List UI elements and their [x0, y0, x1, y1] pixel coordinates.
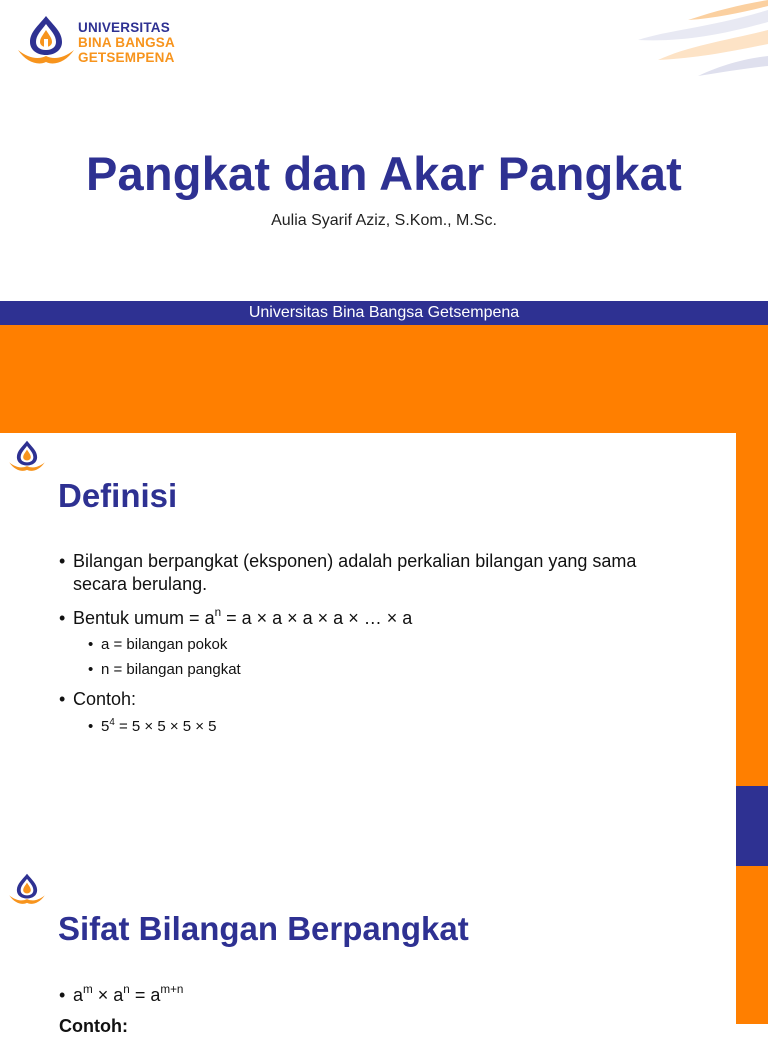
- title-slide: [0, 0, 768, 433]
- rule-n: n: [123, 983, 130, 997]
- sub-bullet-exponent-text: n = bilangan pangkat: [101, 661, 241, 678]
- bullet-example-text: Contoh:: [73, 689, 137, 709]
- side-strip-orange-bottom: [736, 866, 768, 1024]
- rule-m: m: [83, 983, 93, 997]
- logo-line-3: GETSEMPENA: [78, 50, 175, 65]
- bullet-product-rule: • $a^m \times a^n = a^{m+n}$: [59, 983, 184, 1005]
- rule-times: × a: [92, 985, 124, 1005]
- logo-wordmark: [78, 20, 175, 65]
- sub-bullet-base: • a = bilangan pokok: [88, 636, 228, 653]
- bullet-general-form: • Bentuk umum = $a^n = a \times a \times a \times a$ × … × a: [59, 606, 413, 628]
- logo-line-1: UNIVERSITAS: [78, 20, 170, 35]
- sub-bullet-base-text: a = bilangan pokok: [101, 636, 228, 653]
- university-logo-icon: [8, 870, 46, 908]
- general-form-pre: Bentuk umum = a: [73, 608, 215, 628]
- rule-mn: m+n: [160, 983, 184, 997]
- cut-off-example-label: Contoh:: [59, 1016, 128, 1036]
- logo-line-2: BINA BANGSA: [78, 35, 175, 50]
- example-pre: 5: [101, 718, 110, 735]
- side-strip-orange-top: [736, 433, 768, 786]
- definisi-heading: Definisi: [58, 477, 178, 514]
- university-logo: [16, 12, 175, 68]
- content-slides: [0, 433, 736, 1036]
- orange-band: [0, 325, 768, 433]
- university-logo-icon: [8, 437, 46, 475]
- general-form-sup: n: [214, 606, 222, 620]
- university-band: Universitas Bina Bangsa Getsempena: [0, 301, 768, 325]
- author-name: Aulia Syarif Aziz, S.Kom., M.Sc.: [271, 212, 497, 229]
- sub-bullet-exponent: • n = bilangan pangkat: [88, 661, 241, 678]
- side-strip-navy: [736, 786, 768, 866]
- example-post: = 5 × 5 × 5 × 5: [114, 718, 217, 735]
- bullet-definition: • Bilangan berpangkat (eksponen) adalah perkalian bilangan yang sama secara berulang.: [59, 551, 637, 594]
- example-sup: 4: [109, 716, 115, 728]
- bullet-example: • Contoh:: [59, 689, 137, 709]
- university-logo-icon: [16, 12, 76, 68]
- presentation-title: Pangkat dan Akar Pangkat: [86, 147, 682, 200]
- bullet-definition-line2: secara berulang.: [73, 574, 208, 594]
- general-form-post: = a × a × a × a × … × a: [221, 608, 413, 628]
- rule-a1: a: [73, 985, 84, 1005]
- rule-eq: = a: [129, 985, 161, 1005]
- dove-swoosh-icon: [628, 0, 768, 80]
- sifat-heading: Sifat Bilangan Berpangkat: [58, 910, 469, 947]
- bullet-definition-line1: Bilangan berpangkat (eksponen) adalah perkalian bilangan yang sama: [73, 551, 637, 571]
- sub-bullet-example: • $5^4 = 5 \times 5 \times 5 \times 5$: [88, 716, 217, 735]
